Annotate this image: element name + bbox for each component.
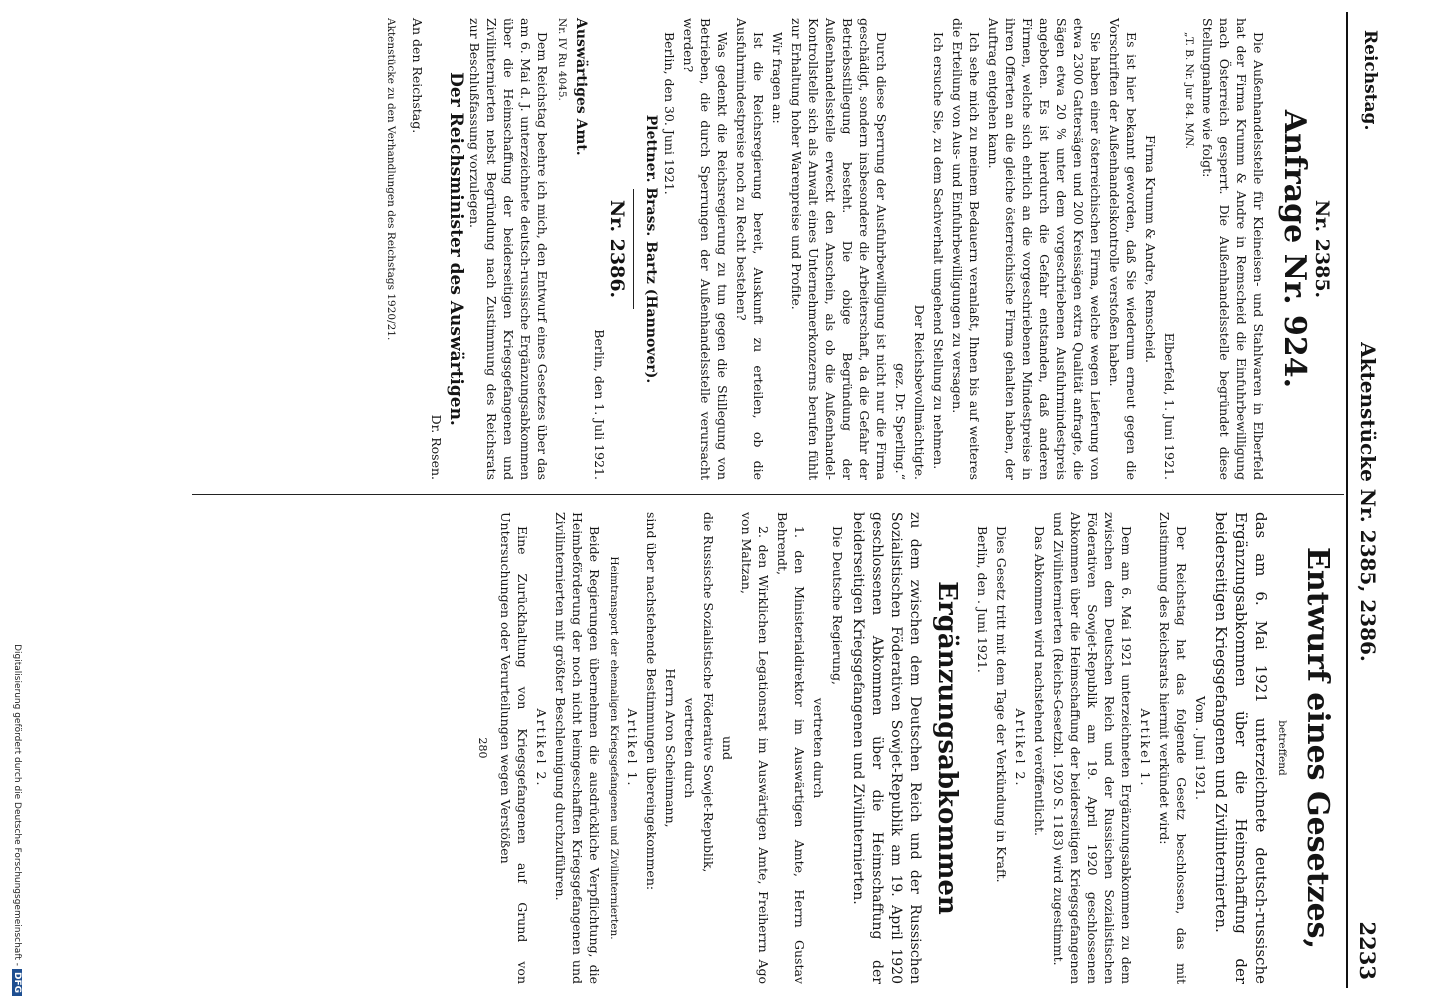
agreement-title: Ergänzungsabkommen [932, 581, 962, 915]
office-reference: Nr. IV Ru 4045. [556, 18, 568, 101]
date-line: Berlin, den . Juni 1921. [975, 526, 990, 673]
agreement-subtitle: zu dem zwischen dem Deutschen Reich und der Russischen Sozialistischen Föderativen Sowjet-Republik am 19. April 1920 geschlossenen Abkommen über die Heimschaffung der beiderseitigen Kriegsgefangenen und Zivilinternierten. [850, 512, 923, 984]
paragraph: Sie haben einer österreichischen Firma, welche wegen Lieferung von etwa 2300 Gattersägen und 200 Kreissägen extra Qualität anfragte, die Sägen etwa 20 % unter dem vorgeschriebenen Ausfuhrmindestpreis angeboten. Es ist hierdurch die Gefahr entstanden, daß anderen Firmen, welche sich ehrlich an die vorgeschriebenen Mindestpreise in ihren Offerten an die gleiche österreichische Firma gehalten haben, der Auftrag entgehen kann. [986, 18, 1103, 480]
right-column [472, 512, 1336, 984]
separator-rule [633, 189, 634, 309]
page-header [1354, 12, 1380, 988]
minister-title: Der Reichsminister des Auswärtigen. [446, 72, 466, 426]
paragraph: Was gedenkt die Reichsregierung zu tun gegen die Stillegung von Betrieben, die durch Sperrungen der Außenhandelsstelle verursacht werden? [681, 18, 730, 480]
footer-note: Aktenstücke zu den Verhandlungen des Reichstags 1920/21. [385, 18, 397, 341]
paragraph: Eine Zurückhaltung von Kriegsgefangenen auf Grund von Untersuchungen oder Verurteilungen wegen Verstößen [498, 512, 530, 984]
date-line: Elberfeld, 1. Juni 1921. [1162, 332, 1177, 480]
date-line: Berlin, den 1. Juli 1921. [592, 329, 607, 480]
paragraph: und [720, 735, 735, 761]
signature-name: gez. Dr. Sperling.“ [893, 363, 908, 480]
digitization-text: Digitalisierung gefördert durch die Deutsche Forschungsgemeinschaft - [12, 644, 22, 966]
signature-title: Der Reichsbevollmächtigte. [912, 304, 927, 480]
paragraph: Der Reichstag hat das folgende Gesetz beschlossen, das mit Zustimmung des Reichsrats hiermit verkündet wird: [1157, 512, 1189, 984]
date-line: Berlin, den 30. Juni 1921. [662, 32, 677, 195]
paragraph: Durch diese Sperrung der Ausfuhrbewilligung ist nicht nur die Firma geschädigt, sondern insbesondere die Arbeiterschaft, da die Gefahr der Betriebsstillegung besteht. Die obige Begründung der Außenhandelsstelle erweckt den Anschein, als ob die Außenhandel-Kontrollstelle sich als Anwalt eines Unternehmerkonzerns berufen fühlt zur Erhaltung hoher Warenpreise und Profite. [789, 18, 889, 480]
paragraph: Wir fragen an: [770, 32, 785, 124]
paragraph: Dies Gesetz tritt mit dem Tage der Verkündung in Kraft. [994, 526, 1009, 883]
paragraph: Es ist hier bekannt geworden, daß Sie wiederum erneut gegen die Vorschriften der Außenhandelskontrolle verstoßen haben. [1107, 18, 1139, 480]
article-subheading: Heimtransport der ehemaligen Kriegsgefangenen und Zivilinternierten. [608, 556, 620, 940]
paragraph: vertreten durch [682, 697, 697, 799]
paragraph: Ich ersuche Sie, zu dem Sachverhalt umgehend Stellung zu nehmen. [931, 32, 946, 470]
header-left: Reichstag. [1360, 30, 1380, 131]
paragraph: 2. den Wirklichen Legationsrat im Auswärtigen Amte, Freiherrn Ago von Maltzan, [739, 512, 771, 984]
paragraph: Die Außenhandelsstelle für Kleineisen- und Stahlwaren in Elberfeld hat der Firma Krumm & Andre in Remscheid die Einfuhrbewilligung nach Österreich gesperrt. Die Außenhandelsstelle begründet diese Stellungnahme wie folgt: [1200, 18, 1266, 480]
paragraph: sind über nachstehende Bestimmungen übereingekommen: [644, 512, 659, 891]
law-date: Vom . Juni 1921. [1193, 695, 1208, 801]
paragraph: Die Deutsche Regierung, [830, 526, 845, 685]
law-title: Entwurf eines Gesetzes, [1300, 546, 1335, 950]
digitization-note [12, 644, 22, 996]
paragraph: Herrn Aron Scheinmann, [663, 668, 678, 828]
article-heading: Artikel 2. [1013, 708, 1028, 788]
paragraph: Ist die Reichsregierung bereit, Auskunft zu erteilen, ob die Ausfuhrmindestpreise noch zu Recht bestehen? [734, 18, 766, 480]
paragraph: Beide Regierungen übernehmen die ausdrückliche Verpflichtung, die Heimbeförderung der noch nicht heimgeschafften Kriegsgefangenen und Zivilinternierten mit größter Beschleunigung durchzuführen. [553, 512, 602, 984]
signers: Plettner. Brass. Bartz (Hannover). [643, 114, 659, 384]
digitization-stripe [0, 0, 30, 1000]
paragraph: vertreten durch [811, 697, 826, 799]
office-name: Auswärtiges Amt. [573, 18, 589, 156]
paragraph: Dem am 6. Mai 1921 unterzeichneten Ergänzungsabkommen zu dem zwischen dem Deutschen Reich und der Russischen Sozialistischen Föderativen Sowjet-Republik am 19. April 1920 geschlossenen Abkommen über die Heimschaffung der beiderseitigen Kriegsgefangenen und Zivilinternierten (Reichs-Gesetzbl. 1920 S. 1183) wird zugestimmt. [1051, 512, 1134, 984]
article-heading: Artikel 2. [534, 708, 549, 788]
doc-number: Nr. 2385. [1311, 199, 1333, 299]
column-divider [192, 494, 1344, 495]
paragraph: Das Abkommen wird nachstehend veröffentlicht. [1032, 526, 1047, 836]
addressee: An den Reichstag. [410, 18, 425, 134]
page-number: 2233 [1355, 921, 1380, 980]
left-column [380, 18, 1336, 480]
article-heading: Artikel 1. [625, 708, 640, 788]
paragraph: Dem Reichstag beehre ich mich, den Entwurf eines Gesetzes über das am 6. Mai d. J. unterzeichnete deutsch-russische Ergänzungsabkommen über die Heimschaffung der beiderseitigen Kriegsgefangenen und Zivilinternierten nebst Begründung nach Zustimmung des Reichsrats zur Beschlußfassung vorzulegen. [467, 18, 550, 480]
paragraph: Ich sehe mich zu meinem Bedauern veranlaßt, Ihnen bis auf weiteres die Erteilung von Aus- und Einfuhrbewilligungen zu versagen. [950, 18, 982, 480]
law-subtitle: das am 6. Mai 1921 unterzeichnete deutsch-russische Ergänzungsabkommen über die Heimschaffung der beiderseitigen Kriegsgefangenen und Zivilinternierten. [1212, 512, 1270, 984]
doc-number: Nr. 2386. [606, 199, 628, 299]
dfg-logo: DFG [12, 969, 22, 996]
header-title: Aktenstücke Nr. 2385, 2386. [1356, 342, 1380, 662]
sheet-number: 280 [476, 737, 489, 759]
header-rule [1346, 12, 1348, 988]
document-page [42, 12, 1386, 988]
paragraph: die Russische Sozialistische Föderative Sowjet-Republik, [701, 512, 716, 873]
inquiry-title: Anfrage Nr. 924. [1277, 109, 1312, 389]
firm-address: Firma Krumm & Andre, Remscheid. [1143, 135, 1158, 363]
paragraph: 1. den Ministerialdirektor im Auswärtigen Amte, Herrn Gustav Behrendt, [775, 512, 807, 984]
article-heading: Artikel 1. [1138, 708, 1153, 788]
minister-name: Dr. Rosen. [429, 414, 444, 480]
betreffend: betreffend [1276, 720, 1288, 776]
reference-line: „T. B. Nr. Jur 84. M/N. [1183, 32, 1195, 149]
